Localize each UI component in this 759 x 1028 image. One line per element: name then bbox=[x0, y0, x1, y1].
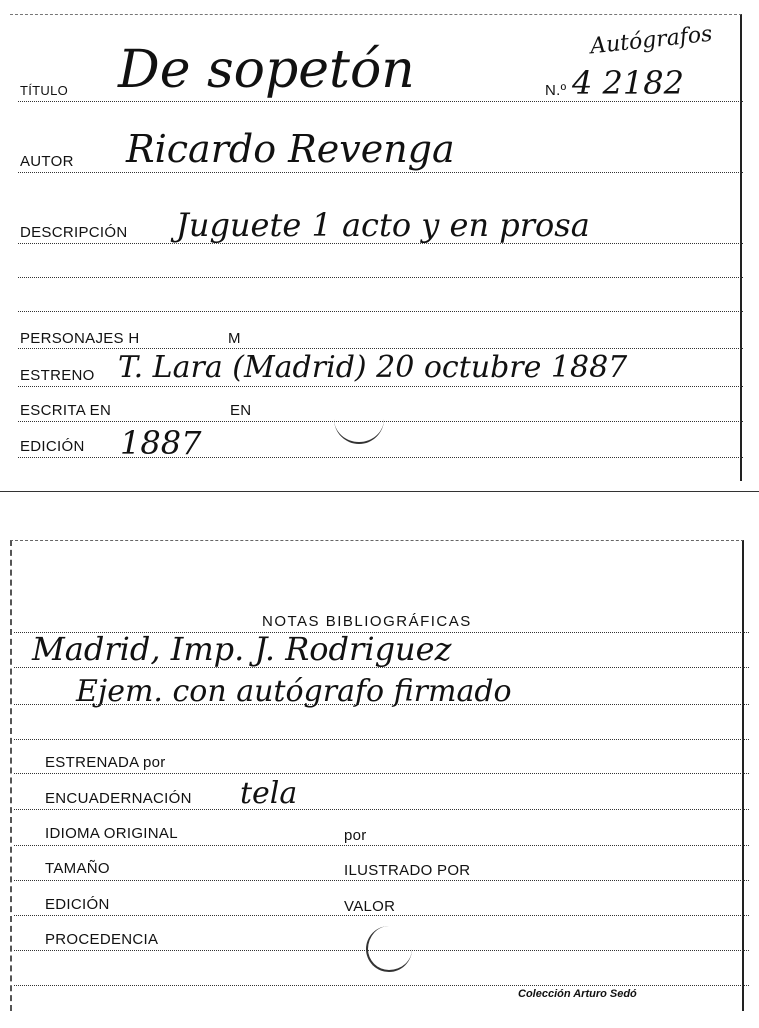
blank-rule-bottom bbox=[14, 985, 749, 986]
escrita-en-label: ESCRITA EN bbox=[20, 402, 112, 419]
edicion2-rule bbox=[14, 915, 749, 916]
descripcion-value: Juguete 1 acto y en prosa bbox=[176, 206, 590, 244]
note-line-2: Ejem. con autógrafo firmado bbox=[76, 674, 512, 709]
numero-value: 4 2182 bbox=[572, 64, 684, 102]
en-label: EN bbox=[230, 402, 252, 419]
note-line-1: Madrid, Imp. J. Rodriguez bbox=[32, 630, 452, 668]
estreno-rule bbox=[18, 386, 743, 387]
card-separator bbox=[0, 491, 759, 492]
idioma-rule bbox=[14, 845, 749, 846]
collection-footer: Colección Arturo Sedó bbox=[518, 988, 637, 1000]
encuadernacion-rule bbox=[14, 809, 749, 810]
numero-label: N.º bbox=[545, 82, 567, 99]
titulo-label: TÍTULO bbox=[20, 83, 69, 98]
estreno-value: T. Lara (Madrid) 20 octubre 1887 bbox=[118, 350, 628, 385]
titulo-value: De sopetón bbox=[118, 40, 415, 100]
estrenada-rule bbox=[14, 773, 749, 774]
autor-value: Ricardo Revenga bbox=[126, 127, 455, 171]
estreno-label: ESTRENO bbox=[20, 367, 95, 384]
edicion2-label: EDICIÓN bbox=[45, 896, 110, 913]
corner-note: Autógrafos bbox=[589, 21, 714, 60]
procedencia-label: PROCEDENCIA bbox=[45, 931, 159, 948]
tamano-label: TAMAÑO bbox=[45, 860, 110, 877]
autor-label: AUTOR bbox=[20, 153, 74, 170]
valor-label: VALOR bbox=[344, 898, 396, 915]
estrenada-label: ESTRENADA por bbox=[45, 754, 166, 771]
encuadernacion-label: ENCUADERNACIÓN bbox=[45, 790, 192, 807]
personajes-m-label: M bbox=[228, 330, 241, 347]
notes-rule-3 bbox=[14, 704, 749, 705]
por-label: por bbox=[344, 827, 367, 844]
encuadernacion-value: tela bbox=[240, 776, 298, 811]
notes-rule-2 bbox=[14, 667, 749, 668]
notes-rule-4 bbox=[14, 739, 749, 740]
punch-hole-bottom bbox=[366, 926, 412, 972]
edicion-value: 1887 bbox=[120, 424, 202, 462]
personajes-h-label: PERSONAJES H bbox=[20, 330, 140, 347]
edicion-label: EDICIÓN bbox=[20, 438, 85, 455]
ilustrado-label: ILUSTRADO POR bbox=[344, 862, 471, 879]
idioma-label: IDIOMA ORIGINAL bbox=[45, 825, 178, 842]
tamano-rule bbox=[14, 880, 749, 881]
autor-rule bbox=[18, 172, 743, 173]
descripcion-label: DESCRIPCIÓN bbox=[20, 224, 128, 241]
blank-rule-2 bbox=[18, 311, 743, 312]
blank-rule-1 bbox=[18, 277, 743, 278]
personajes-rule bbox=[18, 348, 743, 349]
notas-heading: NOTAS BIBLIOGRÁFICAS bbox=[262, 613, 472, 630]
